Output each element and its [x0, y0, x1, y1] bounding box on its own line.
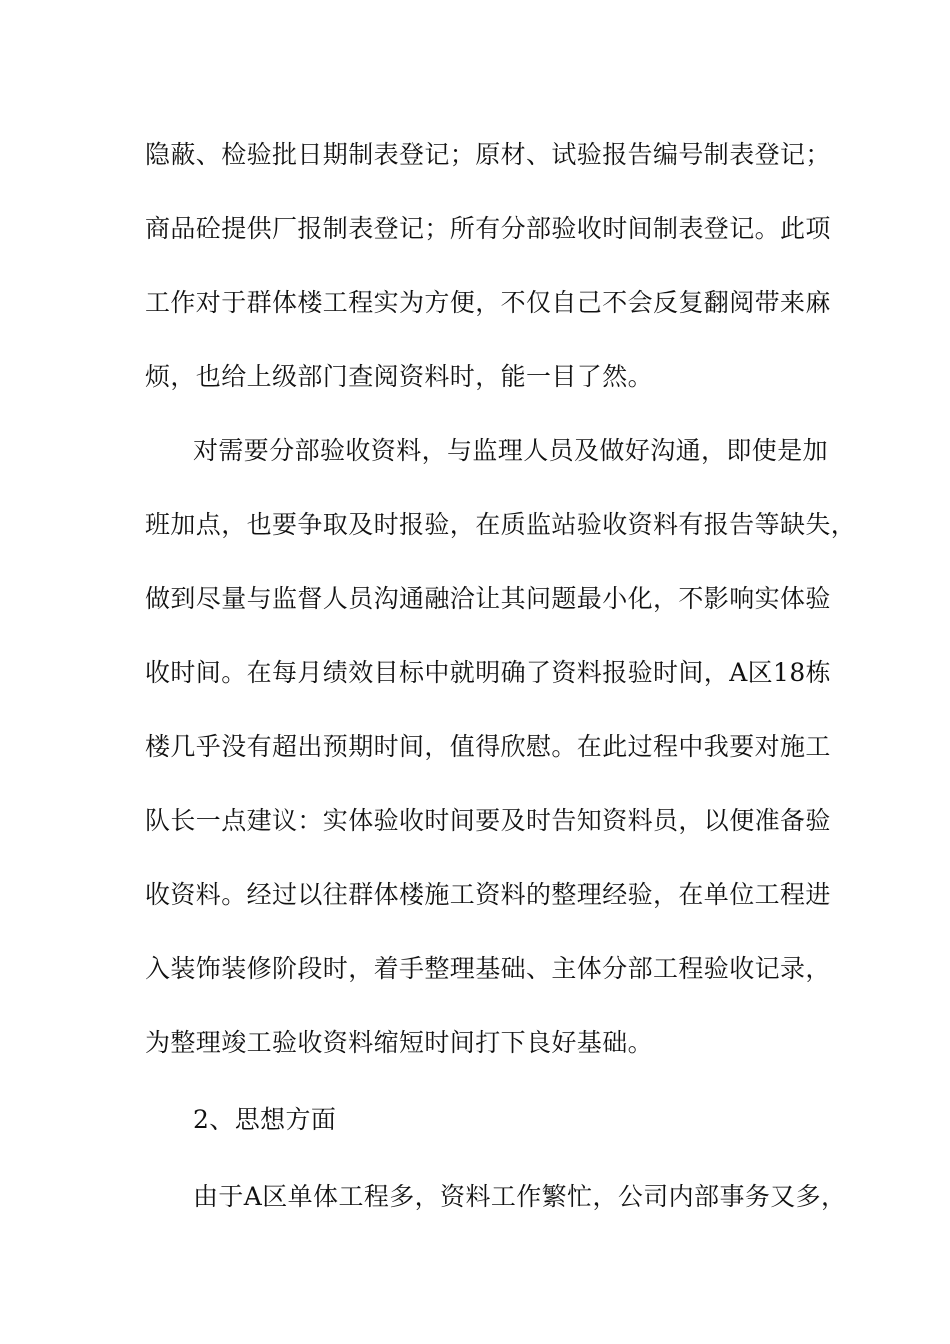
paragraph-start-line: 由于A区单体工程多，资料工作繁忙，公司内部事务又多， [193, 1182, 847, 1211]
paragraph-start-line: 对需要分部验收资料，与监理人员及做好沟通，即使是加 [193, 436, 829, 465]
text-line: 队长一点建议：实体验收时间要及时告知资料员，以便准备验 [145, 806, 831, 835]
text-line: 收时间。在每月绩效目标中就明确了资料报验时间，A区18栋 [145, 658, 832, 687]
section-heading: 2、思想方面 [193, 1105, 337, 1134]
text-line: 为整理竣工验收资料缩短时间打下良好基础。 [145, 1028, 654, 1057]
text-line: 工作对于群体楼工程实为方便，不仅自己不会反复翻阅带来麻 [145, 288, 831, 317]
text-line: 班加点，也要争取及时报验，在质监站验收资料有报告等缺失， [145, 510, 857, 539]
text-line: 入装饰装修阶段时，着手整理基础、主体分部工程验收记录， [145, 954, 831, 983]
text-line: 收资料。经过以往群体楼施工资料的整理经验，在单位工程进 [145, 880, 831, 909]
text-line: 商品砼提供厂报制表登记；所有分部验收时间制表登记。此项 [145, 214, 831, 243]
text-line: 隐蔽、检验批日期制表登记；原材、试验报告编号制表登记； [145, 140, 831, 169]
text-line: 楼几乎没有超出预期时间，值得欣慰。在此过程中我要对施工 [145, 732, 831, 761]
text-line: 做到尽量与监督人员沟通融洽让其问题最小化，不影响实体验 [145, 584, 831, 613]
text-line: 烦，也给上级部门查阅资料时，能一目了然。 [145, 362, 654, 391]
